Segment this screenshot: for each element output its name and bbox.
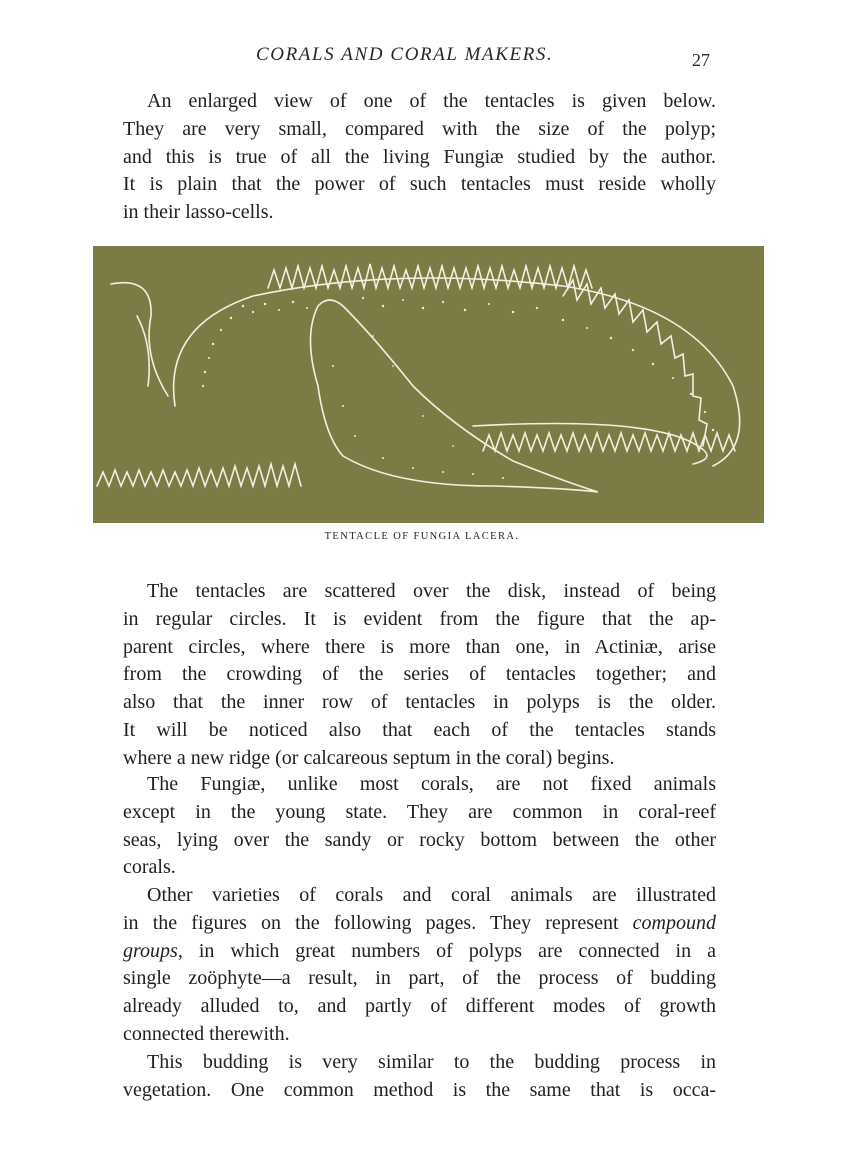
text-line: connected therewith. — [123, 1022, 290, 1045]
text-line: The tentacles are scattered over the disk, instead of being — [147, 580, 716, 602]
tentacle-illustration — [93, 246, 764, 523]
text-line: in regular circles. It is evident from the figure that the ap- — [123, 607, 716, 630]
paragraph-budding — [123, 1049, 716, 1105]
text-line: corals. — [123, 856, 176, 879]
running-head — [0, 44, 850, 74]
figure-caption — [0, 531, 850, 542]
text-line: An enlarged view of one of the tentacles is given below. — [147, 90, 716, 112]
text-line: groups, in which great numbers of polyps are connected in a — [123, 939, 716, 962]
fringe-bottom-right — [483, 433, 735, 451]
text-line: vegetation. One common method is the same that is occa- — [123, 1078, 716, 1101]
text-line: where a new ridge (or calcareous septum in the coral) begins. — [123, 746, 615, 769]
arc-outline — [174, 278, 740, 466]
text-line: and this is true of all the living Fungiæ studied by the author. — [123, 145, 716, 168]
text-line: parent circles, where there is more than one, in Actiniæ, arise — [123, 635, 716, 658]
fringe-bottom-left — [97, 464, 301, 486]
text-line: It will be noticed also that each of the tentacles stands — [123, 718, 716, 741]
paragraph-fungiae — [123, 771, 716, 882]
text-line: single zoöphyte—a result, in part, of the process of budding — [123, 967, 716, 990]
paragraph-varieties — [123, 882, 716, 1049]
figure-caption-text: TENTACLE OF FUNGIA LACERA. — [324, 531, 520, 542]
page-number: 27 — [692, 50, 710, 70]
text-line: Other varieties of corals and coral animals are illustrated — [147, 884, 716, 906]
text-line: in their lasso-cells. — [123, 201, 274, 224]
text-line: The Fungiæ, unlike most corals, are not fixed animals — [147, 773, 716, 795]
fringe-top — [268, 264, 592, 288]
text-line: already alluded to, and partly of different modes of growth — [123, 995, 716, 1018]
paragraph-intro — [123, 88, 716, 227]
text-line: also that the inner row of tentacles in polyps is the older. — [123, 691, 716, 714]
paragraph-tentacles — [123, 578, 716, 773]
thin-tentacle-left — [111, 283, 168, 396]
text-line: in the figures on the following pages. They represent compound — [123, 911, 716, 934]
tentacle-drawing — [93, 246, 764, 523]
text-line: from the crowding of the series of tentacles together; and — [123, 663, 716, 686]
text-line: This budding is very similar to the budding process in — [147, 1051, 716, 1073]
text-line: seas, lying over the sandy or rocky bottom between the other — [123, 828, 716, 851]
text-line: It is plain that the power of such tentacles must reside wholly — [123, 173, 716, 196]
lasso-cell-dots — [202, 297, 714, 479]
thin-tentacle-left-2 — [137, 316, 149, 386]
running-title: CORALS AND CORAL MAKERS. — [256, 44, 554, 65]
text-line: They are very small, compared with the size of the polyp; — [123, 117, 716, 140]
central-tentacle — [311, 300, 599, 492]
text-line: except in the young state. They are common in coral-reef — [123, 800, 716, 823]
